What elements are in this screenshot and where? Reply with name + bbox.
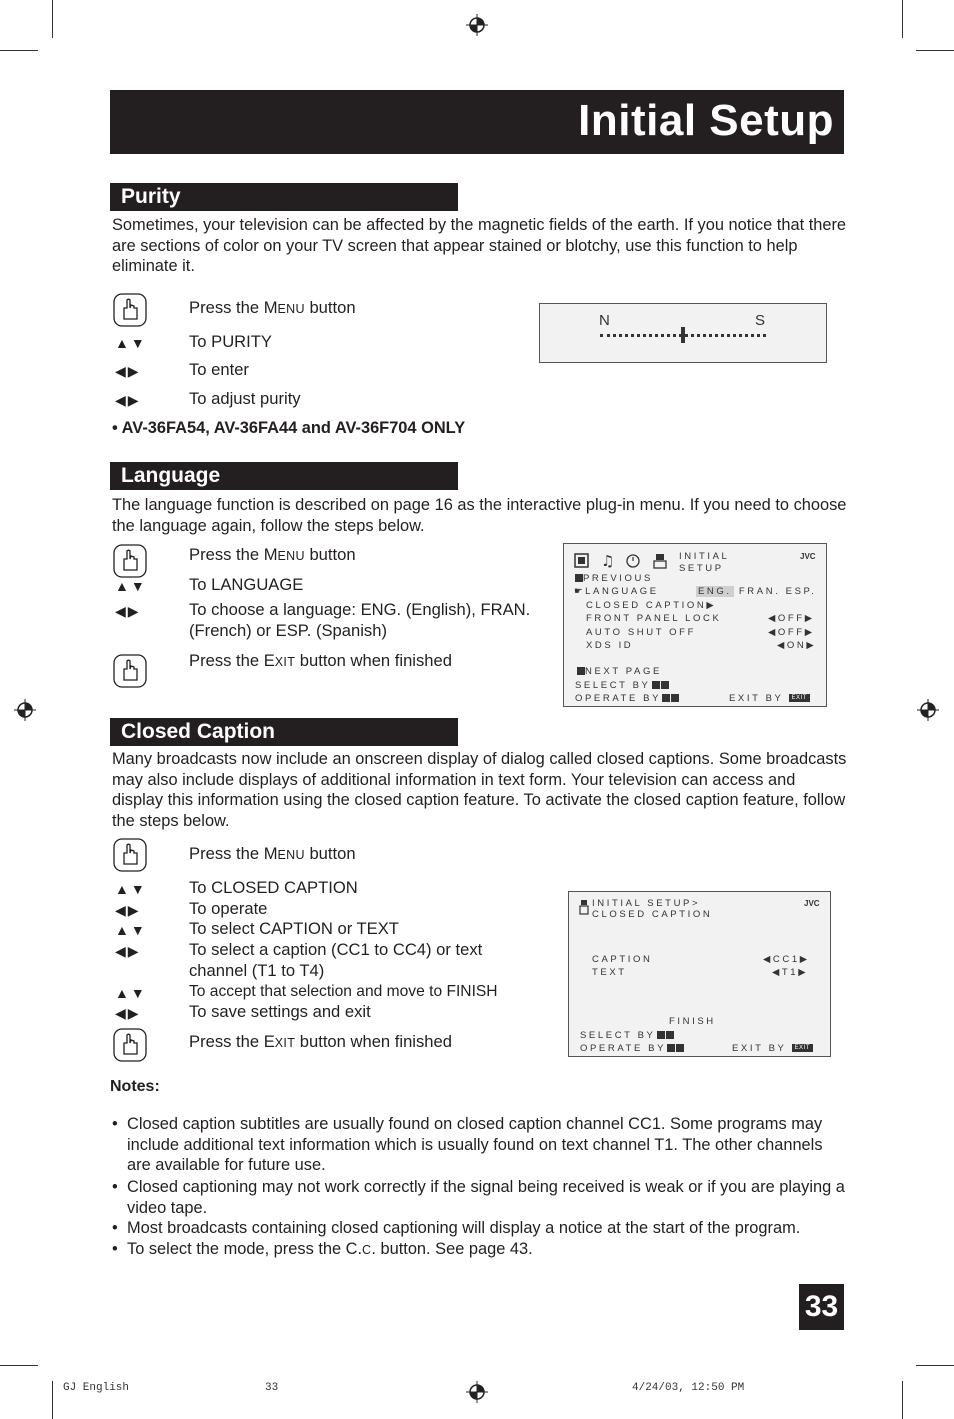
cc-step-2: To CLOSED CAPTION: [189, 878, 358, 897]
page-title: Initial Setup: [578, 96, 834, 145]
crop-mark: [52, 0, 53, 38]
language-step-4: Press the EXIT button when finished: [189, 651, 452, 670]
osd-lang-eng: ENG.: [698, 586, 732, 597]
osd-auto-shut-value: ◀OFF▶: [768, 627, 815, 638]
cc-step-3: To operate: [189, 899, 268, 918]
registration-mark-icon: [14, 699, 36, 721]
footer-file-name: GJ English: [63, 1382, 130, 1394]
osd-closed-caption: CLOSED CAPTION▶: [586, 600, 717, 611]
osd-next-page: NEXT PAGE: [576, 666, 662, 677]
registration-mark-icon: [917, 699, 939, 721]
crop-mark: [902, 1381, 903, 1419]
osd-language-row: ☛LANGUAGE: [574, 586, 659, 597]
osd-text-value: ◀T1▶: [772, 967, 809, 978]
language-intro: The language function is described on page 16 as the interactive plug-in menu. If you need to choose the language again, follow the steps below.: [112, 496, 847, 535]
note-item: • To select the mode, press the C.C. button. See page 43.: [112, 1240, 533, 1258]
osd-language-options: ENG. FRAN. ESP.: [698, 586, 817, 597]
page-title-bar: [110, 90, 844, 154]
left-right-arrows-icon: ◀▶: [115, 1005, 141, 1021]
crop-mark: [916, 1365, 954, 1366]
jvc-logo: JVC: [804, 899, 820, 908]
purity-slider-thumb: [681, 327, 685, 343]
hand-pointer-icon: [113, 1028, 147, 1062]
osd-caption-label: CAPTION: [592, 954, 653, 965]
setup-icon: [579, 899, 589, 915]
closed-caption-intro: Many broadcasts now include an onscreen display of dialog called closed captions. Some broadcasts may also include displays of additional information in text form. Your television can access and display this information using the closed caption feature. To activate the closed caption feature, follow the steps below.: [112, 750, 847, 831]
osd-operate-by: OPERATE BY: [580, 1043, 684, 1054]
purity-north-label: N: [599, 312, 610, 329]
menu-category-icons: [574, 552, 674, 570]
page-number: 33: [799, 1284, 844, 1330]
note-item: • Closed captioning may not work correctly if the signal being received is weak or if you are playing a video tape.: [112, 1178, 845, 1217]
osd-xds-id: XDS ID: [586, 640, 634, 651]
purity-intro: Sometimes, your television can be affected by the magnetic fields of the earth. If you notice that there are sections of color on your TV screen that appear stained or blotchy, use this function to help eliminate it.: [112, 216, 847, 276]
footer-timestamp: 4/24/03, 12:50 PM: [632, 1382, 745, 1394]
note-item: • Closed caption subtitles are usually found on closed caption channel CC1. Some programs may include additional text information which is usually found on text channel T1. The other channels are available for future use.: [112, 1115, 823, 1175]
section-heading-closed-caption: Closed Caption: [110, 718, 458, 746]
purity-osd-screen: [539, 303, 827, 363]
osd-front-panel-lock: FRONT PANEL LOCK: [586, 613, 722, 624]
notes-heading: Notes:: [110, 1078, 160, 1095]
svg-text:♫: ♫: [601, 552, 615, 570]
purity-step-2: To PURITY: [189, 332, 272, 351]
osd-auto-shut-off: AUTO SHUT OFF: [586, 627, 696, 638]
crop-mark: [0, 50, 38, 51]
osd-breadcrumb: INITIAL SETUP>: [592, 898, 701, 909]
osd-operate-by: OPERATE BY: [575, 693, 679, 704]
up-down-arrows-icon: ▲▼: [115, 881, 147, 897]
cc-step-1: Press the MENU button: [189, 844, 356, 863]
osd-xds-value: ◀ON▶: [777, 640, 817, 651]
left-right-arrows-icon: ◀▶: [115, 902, 141, 918]
language-step-2: To LANGUAGE: [189, 575, 304, 594]
language-step-1: Press the MENU button: [189, 545, 356, 564]
left-right-arrows-icon: ◀▶: [115, 363, 141, 379]
purity-step-4: To adjust purity: [189, 389, 301, 408]
osd-previous: PREVIOUS: [574, 573, 653, 584]
hand-pointer-icon: [113, 654, 147, 688]
purity-step-1: Press the MENU button: [189, 298, 356, 317]
up-down-arrows-icon: ▲▼: [115, 335, 147, 351]
footer-page: 33: [265, 1382, 279, 1394]
purity-model-note: • AV-36FA54, AV-36FA44 and AV-36F704 ONLY: [112, 419, 466, 437]
crop-mark: [52, 1381, 53, 1419]
up-down-arrows-icon: ▲▼: [115, 985, 147, 1001]
hand-pointer-icon: [113, 544, 147, 578]
osd-title-setup: SETUP: [679, 563, 724, 574]
registration-mark-icon: [466, 1381, 488, 1403]
jvc-logo: JVC: [800, 552, 816, 561]
osd-caption-value: ◀CC1▶: [763, 954, 810, 965]
osd-exit-by: EXIT BY EXIT: [732, 1043, 813, 1054]
osd-title-closed-caption: CLOSED CAPTION: [592, 909, 713, 920]
cc-step-7: To save settings and exit: [189, 1002, 371, 1021]
osd-select-by: SELECT BY: [575, 680, 669, 691]
note-item: • Most broadcasts containing closed captioning will display a notice at the start of the program.: [112, 1219, 801, 1237]
up-down-arrows-icon: ▲▼: [115, 578, 147, 594]
osd-title-initial: INITIAL: [679, 551, 730, 562]
left-right-arrows-icon: ◀▶: [115, 603, 141, 619]
osd-front-panel-value: ◀OFF▶: [768, 613, 815, 624]
language-osd-screen: [563, 543, 827, 707]
hand-pointer-icon: [113, 838, 147, 872]
up-down-arrows-icon: ▲▼: [115, 922, 147, 938]
hand-pointer-icon: [113, 293, 147, 327]
crop-mark: [902, 0, 903, 38]
osd-text-label: TEXT: [592, 967, 627, 978]
purity-south-label: S: [755, 312, 766, 329]
closed-caption-osd-screen: [568, 891, 831, 1057]
osd-select-by: SELECT BY: [580, 1030, 674, 1041]
section-heading-purity: Purity: [110, 183, 458, 211]
osd-finish: FINISH: [669, 1016, 716, 1027]
section-heading-language: Language: [110, 462, 458, 490]
registration-mark-icon: [466, 14, 488, 36]
left-right-arrows-icon: ◀▶: [115, 392, 141, 408]
crop-mark: [0, 1365, 38, 1366]
language-step-3: To choose a language: ENG. (English), FRAN. (French) or ESP. (Spanish): [189, 600, 531, 640]
left-right-arrows-icon: ◀▶: [115, 943, 141, 959]
purity-step-3: To enter: [189, 360, 249, 379]
osd-exit-by: EXIT BY EXIT: [729, 693, 810, 704]
cc-step-8: Press the EXIT button when finished: [189, 1032, 452, 1051]
cc-step-6: To accept that selection and move to FINISH: [189, 983, 498, 1000]
cc-step-4: To select CAPTION or TEXT: [189, 919, 399, 938]
cc-step-5: To select a caption (CC1 to CC4) or text channel (T1 to T4): [189, 940, 483, 980]
crop-mark: [916, 50, 954, 51]
